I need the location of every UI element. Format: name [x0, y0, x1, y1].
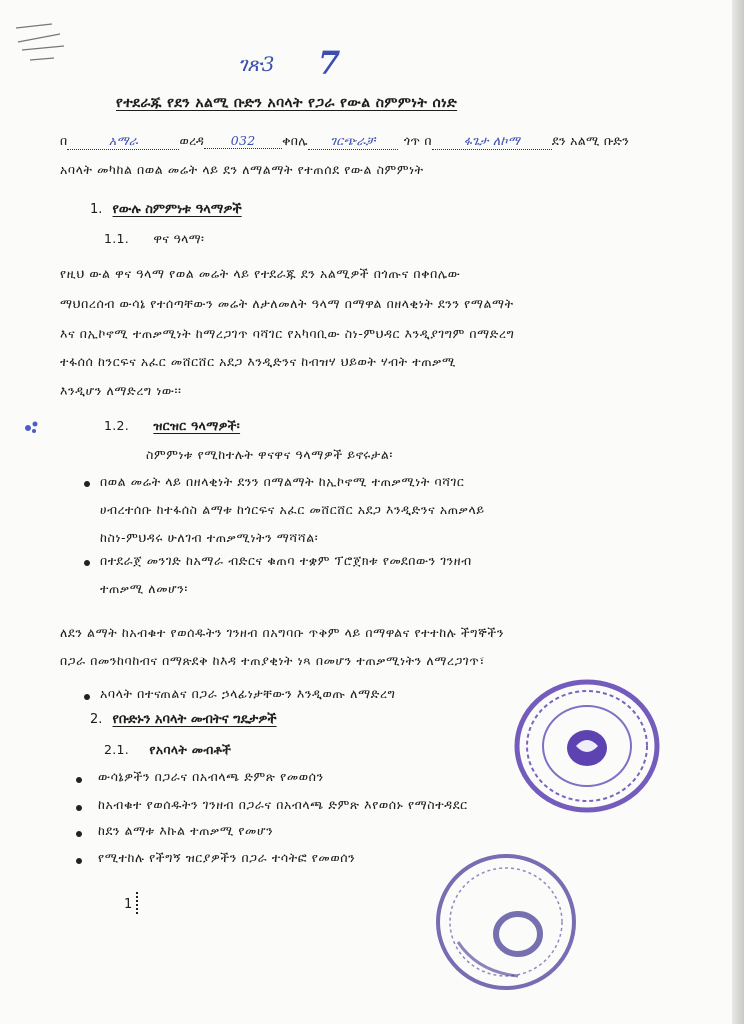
- got-value: ፋጌታ ለኮማ: [463, 133, 521, 148]
- para2-line: ለደን ልማት ከአብቁተ የወሰዱትን ገንዘብ በአግባቡ ጥቅም ላይ በማዋልና የተተከሉ ችግኞችን: [60, 625, 505, 640]
- bullet-line: ከስነ-ምህዳሩ ሁለገብ ተጠቃሚነትን ማሻሻል፡: [100, 530, 319, 545]
- para1-line: ተፋሰሰ ከንርፍና አፈር መሸርሸር አደጋ እንዲድንና ከብዝሃ ህይወት ሃብት ተጠቃሚ: [60, 354, 456, 369]
- subsection-2-1-title: የአባላት መብቶች: [149, 742, 232, 757]
- bullet-line: አባላት በተናጠልና በጋራ ኃላፊነታቸውን እንዲወጡ ለማድረግ: [100, 686, 396, 701]
- section1-title: የውሉ ስምምነቱ ዓላማዎች: [112, 202, 242, 217]
- woreda-field: [204, 133, 282, 149]
- subsection-1-2-title: ዝርዝር ዓላማዎች፡: [153, 418, 241, 433]
- bullet-dot: [76, 805, 82, 811]
- got-field: [432, 133, 552, 150]
- section2-number: 2.: [90, 712, 103, 727]
- para1-line: እና በኢኮኖሚ ተጠቃሚነት ከማረጋገጥ ባሻገር የአካባቢው ስነ-ምህዳር እንዲያገግም በማድረግ: [60, 326, 515, 341]
- intro-suffix: ደን አልሚ ቡድን: [551, 133, 630, 148]
- woreda-label: ወረዳ: [179, 133, 205, 148]
- bullet-line: የሚተከሉ የችግኝ ዝርያዎችን በጋራ ተሳትፎ የመወሰን: [98, 850, 356, 865]
- bullet-dot: [84, 481, 90, 487]
- section1-heading: [90, 202, 242, 217]
- region-field: [67, 133, 179, 150]
- subsection-1-1-title: ዋና ዓላማ፡: [153, 231, 205, 246]
- official-stamp: [512, 676, 662, 816]
- para2-line: በጋራ በመንከባከብና በማጽደቅ ከእዳ ተጠያቂነት ነጻ በመሆን ተጠቃሚነትን ለማረጋገጥ፣: [60, 653, 486, 668]
- subsection-1-2-intro: ስምምነቱ የሚከተሉት ዋናዋና ዓላማዎች ይኖሩታል፡: [146, 447, 393, 462]
- bullet-dot: [84, 560, 90, 566]
- bullet-line: ሀብረተሰቡ ከተፋሰስ ልማቱ ከጎርፍና አፈር መሸርሸር አደጋ እንዲድንና አጠቃላይ: [100, 502, 485, 517]
- subsection-2-1-number: 2.1.: [104, 742, 130, 757]
- intro-prefix: በ: [60, 133, 68, 148]
- margin-scribble: [12, 20, 72, 65]
- para1-line: የዚህ ውል ዋና ዓላማ የወል መሬት ላይ የተደራጁ ደን አልሚዎች በጎጡና በቀበሌው: [60, 266, 461, 281]
- section2-heading: [90, 712, 277, 727]
- bullet-dot: [76, 831, 82, 837]
- para1-line: እንዲሆን ለማድረግ ነው፡፡: [60, 383, 182, 398]
- bullet-line: ከደን ልማቱ እኩል ተጠቃሚ የመሆን: [98, 823, 274, 838]
- bullet-line: ከአብቁተ የወሰዱትን ገንዘብ በጋራና በአብላጫ ድምጽ እየወሰኑ የማስተዳደር: [98, 797, 468, 812]
- section1-number: 1.: [90, 202, 103, 217]
- bullet-line: ውሳኔዎችን በጋራና በአብላጫ ድምጽ የመወሰን: [98, 769, 324, 784]
- subsection-1-2-number: 1.2.: [104, 418, 130, 433]
- subsection-1-1-number: 1.1.: [104, 231, 130, 246]
- handwritten-page-number: 7: [318, 44, 341, 82]
- intro-line-2: አባላት መካከል በወል መሬት ላይ ደን ለማልማት የተጠሰደ የውል ስምምነት: [60, 162, 424, 177]
- bullet-line: ተጠቃሚ ለመሆን፡: [100, 581, 188, 596]
- para1-line: ማህበረሰብ ውሳኔ የተሰጣቸውን መሬት ለታለመለት ዓላማ በማዋል በዘላቂነት ደንን የማልማት: [60, 296, 514, 311]
- page-number-value: 1: [124, 897, 133, 912]
- bullet-dot: [84, 694, 90, 700]
- kebele-field: [308, 133, 398, 150]
- woreda-value: 032: [230, 133, 256, 148]
- subsection-1-1: [104, 231, 204, 247]
- subsection-2-1: [104, 742, 231, 758]
- section2-title: የቡድኑን አባላት መብትና ግዴታዎች: [112, 712, 277, 727]
- bullet-line: በወል መሬት ላይ በዘላቂነት ደንን በማልማት ከኢኮኖሚ ተጠቃሚነት ባሻገር: [100, 474, 465, 489]
- kebele-value: ገርጭራቻ: [330, 133, 376, 148]
- secondary-stamp: [428, 842, 578, 992]
- region-value: አማራ: [108, 133, 139, 148]
- bullet-line: በተደራጀ መንገድ ከአማራ ብድርና ቁጠባ ተቋም ፕሮጀክቱ የመደበውን ገንዘብ: [100, 553, 472, 568]
- intro-line: [60, 133, 629, 150]
- document-title: የተደራጁ የደን አልሚ ቡድን አባላት የጋራ የውል ስምምነት ሰነድ: [116, 95, 458, 111]
- got-label: ጎጥ በ: [403, 133, 432, 148]
- subsection-1-2: [104, 418, 240, 434]
- bullet-dot: [76, 777, 82, 783]
- kebele-label: ቀበሌ: [282, 133, 308, 148]
- margin-ink-mark: [22, 418, 42, 436]
- handwritten-page-label: ገጽ3: [238, 52, 275, 76]
- page-edge-shadow: [732, 0, 744, 1024]
- page-number: [124, 892, 140, 914]
- bullet-dot: [76, 858, 82, 864]
